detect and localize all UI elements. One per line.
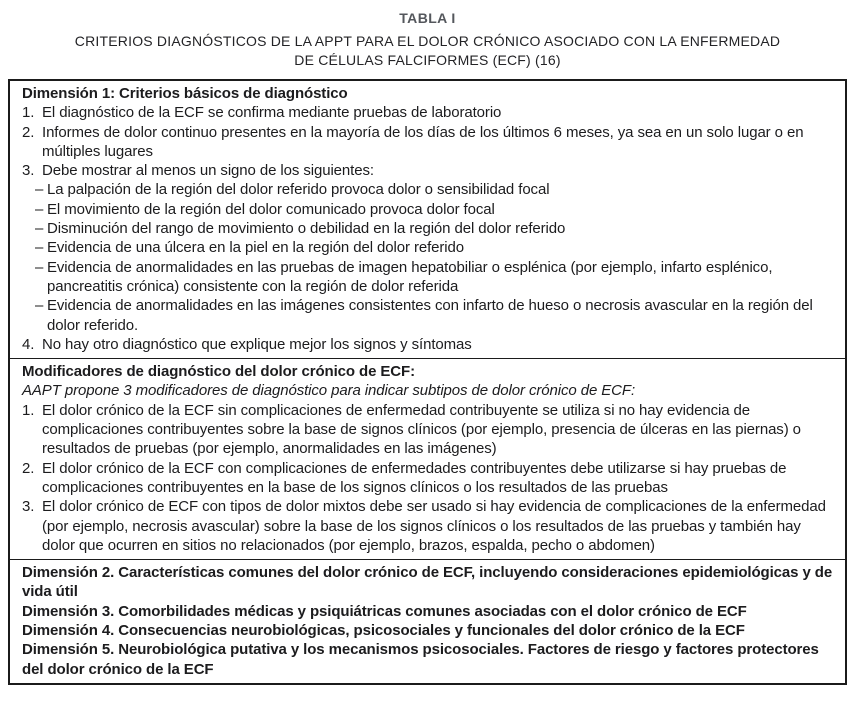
list-item-marker: 4. [22, 335, 35, 353]
list-item-marker: 1. [22, 401, 35, 419]
list-item-marker: 3. [22, 498, 35, 516]
list-item [22, 123, 835, 162]
dash-marker: – [35, 258, 44, 276]
list-item-marker: 3. [22, 162, 35, 180]
list-item-marker: 2. [22, 459, 35, 477]
dash-marker: – [35, 220, 44, 238]
sub-list-item-text: Disminución del rango de movimiento o debilidad en la región del dolor referido [47, 220, 566, 238]
list-item-text: Informes de dolor continuo presentes en la mayoría de los días de los últimos 6 meses, ya sea en un solo lugar o en múltiples lugares [42, 123, 804, 160]
sub-list-item [35, 219, 835, 238]
list-item-text: El dolor crónico de la ECF sin complicaciones de enfermedad contribuyente se utiliza si no hay evidencia de complicaciones contribuyentes sobre la base de signos clínicos (por ejemplo, presencia de úlceras en las piernas) o resultados de pruebas (por ejemplo, anormalidades en las imágenes) [42, 401, 801, 458]
sub-list-item [35, 180, 835, 199]
list-item-marker: 1. [22, 104, 35, 122]
dimension-4-paragraph: Dimensión 4. Consecuencias neurobiológicas, psicosociales y funcionales del dolor crónico de la ECF [22, 622, 745, 640]
dash-marker: – [35, 181, 44, 199]
sub-list-item [35, 258, 835, 297]
sub-list-item-text: Evidencia de anormalidades en las imágenes consistentes con infarto de hueso o necrosis avascular en la región del dolor referido. [47, 297, 813, 334]
section-heading: Modificadores de diagnóstico del dolor crónico de ECF: [22, 363, 415, 381]
table-title-line-2: DE CÉLULAS FALCIFORMES (ECF) (16) [294, 52, 561, 68]
dash-marker: – [35, 239, 44, 257]
list-item [22, 401, 835, 459]
sub-list-item [35, 238, 835, 257]
dimension-5-paragraph: Dimensión 5. Neurobiológica putativa y los mecanismos psicosociales. Factores de riesgo y factores protectores del dolor crónico de la ECF [22, 641, 819, 678]
list-item-text: El dolor crónico de la ECF con complicaciones de enfermedades contribuyentes debe utilizarse si hay pruebas de complicaciones contribuyentes en la base de los signos clínicos o los resultados de las pruebas [42, 459, 787, 496]
sub-list-item-text: El movimiento de la región del dolor comunicado provoca dolor focal [47, 200, 495, 218]
list-item [22, 497, 835, 555]
list-item-text: El diagnóstico de la ECF se confirma mediante pruebas de laboratorio [42, 104, 502, 122]
dash-marker: – [35, 297, 44, 315]
list-item-text: No hay otro diagnóstico que explique mejor los signos y síntomas [42, 335, 472, 353]
section-dimension-1 [10, 81, 845, 358]
list-item-marker: 2. [22, 123, 35, 141]
sub-list-item-text: Evidencia de una úlcera en la piel en la región del dolor referido [47, 239, 465, 257]
list-item-text: Debe mostrar al menos un signo de los siguientes: [42, 162, 374, 180]
table-title-line-1: CRITERIOS DIAGNÓSTICOS DE LA APPT PARA EL DOLOR CRÓNICO ASOCIADO CON LA ENFERMEDAD [74, 33, 781, 49]
table-border-box [8, 79, 847, 685]
table-title [0, 32, 855, 70]
section-modificadores [10, 358, 845, 559]
list-item [22, 335, 835, 354]
table-label: TABLA I [399, 10, 456, 26]
dimension-2-paragraph: Dimensión 2. Características comunes del dolor crónico de ECF, incluyendo consideraciones epidemiológicas y de vida útil [22, 564, 833, 601]
sub-list-item-text: La palpación de la región del dolor referido provoca dolor o sensibilidad focal [47, 181, 550, 199]
list-item [22, 103, 835, 122]
list-item-text: El dolor crónico de ECF con tipos de dolor mixtos debe ser usado si hay evidencia de complicaciones de la enfermedad (por ejemplo, necrosis avascular) sobre la base de los signos clínicos o los resultados de las pruebas y también hay dolor que ocurren en sitios no relacionados (por ejemplo, brazos, espalda, pecho o abdomen) [42, 498, 826, 554]
list-item [22, 459, 835, 498]
dimension-3-paragraph: Dimensión 3. Comorbilidades médicas y psiquiátricas comunes asociadas con el dolor crónico de ECF [22, 602, 747, 620]
sub-list-item [35, 200, 835, 219]
section-heading: Dimensión 1: Criterios básicos de diagnóstico [22, 85, 348, 102]
list-item [22, 161, 835, 180]
sub-list-item [35, 296, 835, 335]
sub-list-item-text: Evidencia de anormalidades en las pruebas de imagen hepatobiliar o esplénica (por ejemplo, infarto esplénico, pancreatitis crónica) consistente con la región de dolor referida [47, 258, 773, 295]
dash-marker: – [35, 200, 44, 218]
section-note-italic: AAPT propone 3 modificadores de diagnóstico para indicar subtipos de dolor crónico de ECF: [22, 382, 636, 400]
section-dimensiones-2-5 [10, 559, 845, 683]
